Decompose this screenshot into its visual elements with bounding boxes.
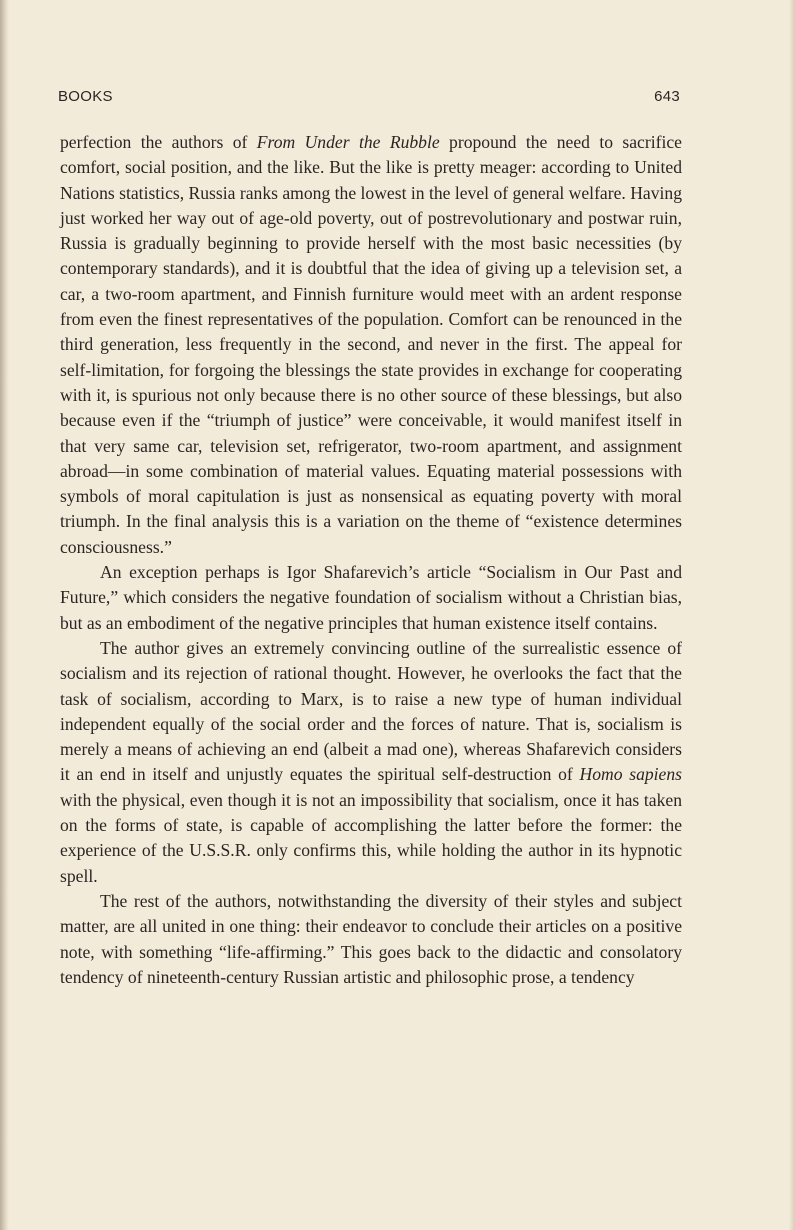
page-edge-right [789, 0, 795, 1230]
paragraph-2: An exception perhaps is Igor Shafarevich’s article “Socialism in Our Past and Future,” which considers the negative foundation of socialism without a Christian bias, but as an embodiment of the negative principles that human existence itself contains. [60, 562, 682, 633]
paragraph-3 [60, 636, 682, 889]
paragraph-4: The rest of the authors, notwithstanding the diversity of their styles and subject matter, are all united in one thing: their endeavor to conclude their articles on a positive note, with something “life-affirming.” This goes back to the didactic and consolatory tendency of nineteenth-century Russian artistic and philosophic prose, a tendency [60, 890, 682, 987]
body-text [60, 130, 682, 990]
paragraph-1-text-end: propound the need to sacrifice comfort, social position, and the like. But the like is pretty meager: according to United Nations statistics, Russia ranks among the lowest in the level of general welfare. Having just worked her way out of age-old poverty, out of postrevolutionary and postwar ruin, Russia is gradually beginning to provide herself with the most basic necessities (by contemporary standards), and it is doubtful that the idea of giving up a television set, a car, a two-room apartment, and Finnish furniture would meet with an ardent response from even the finest representatives of the population. Comfort can be renounced in the third generation, less frequently in the second, and never in the first. The appeal for self-limitation, for forgoing the blessings the state provides in exchange for cooperating with it, is spurious not only because there is no other source of these blessings, but also because even if the “triumph of justice” were conceivable, it would manifest itself in that very same car, television set, refrigerator, two-room apartment, and assignment abroad—in some combination of material values. Equating material possessions with symbols of moral capitulation is just as nonsensical as equating poverty with moral triumph. In the final analysis this is a variation on the theme of “existence determines consciousness.” [60, 132, 682, 557]
running-head [58, 88, 680, 108]
page-number: 643 [654, 88, 680, 105]
page-edge-left [0, 0, 9, 1230]
running-head-title: BOOKS [58, 88, 113, 105]
paragraph-3-text-end: with the physical, even though it is not an impossibility that socialism, once it has taken on the forms of state, is capable of accomplishing the latter before the former: the experience of the U.S.S.R. only confirms this, while holding the author in its hypnotic spell. [60, 789, 682, 886]
paragraph-1-text-start: perfection the authors of [60, 132, 257, 152]
species-name-italic: Homo sapiens [579, 764, 682, 785]
paragraph-3-text-start: The author gives an extremely convincing outline of the surrealistic essence of socialism and its rejection of rational thought. However, he overlooks the fact that the task of socialism, according to Marx, is to raise a new type of human individual independent equally of the social order and the forces of nature. That is, socialism is merely a means of achieving an end (albeit a mad one), whereas Shafarevich considers it an end in itself and unjustly equates the spiritual self-destruction of [60, 637, 682, 785]
paragraph-1 [60, 130, 682, 560]
book-title-italic: From Under the Rubble [256, 132, 440, 152]
